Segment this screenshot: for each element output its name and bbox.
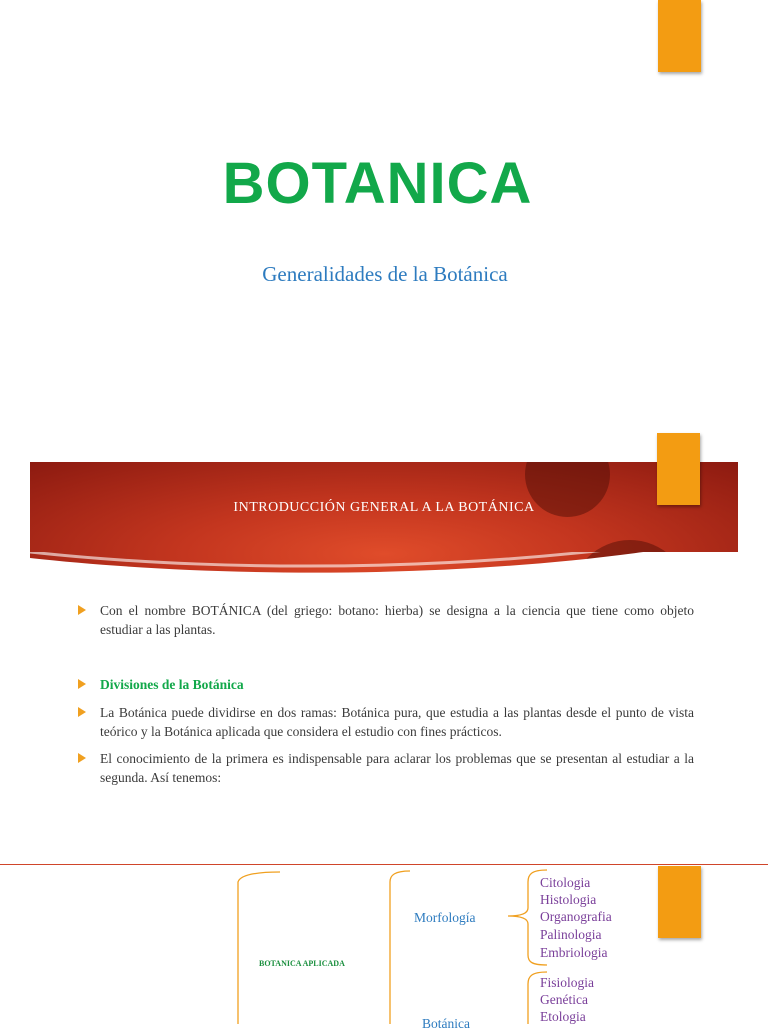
orange-tab-decoration [657,433,700,505]
diagram-leaf-item: Genética [540,992,588,1007]
diagram-leaf-item: Fisiologia [540,975,595,990]
diagram-leaf-item: Organografia [540,909,612,924]
list-item [78,703,694,741]
bullet-arrow-icon [78,605,86,615]
banner-wave-decoration [30,552,738,577]
bullet-arrow-icon [78,679,86,689]
list-item [78,601,694,639]
diagram-leaf-item: Etologia [540,1009,586,1024]
section-heading: Divisiones de la Botánica [100,677,244,692]
diagram-leaf-item: Palinologia [540,927,602,942]
diagram-leaf-item: Embriologia [540,945,608,960]
diagram-branch-morfologia: Morfología [414,910,476,925]
list-item [78,675,694,694]
intro-banner [30,462,738,577]
list-item [78,749,694,787]
bullet-arrow-icon [78,707,86,717]
bullet-text: Con el nombre BOTÁNICA (del griego: botano: hierba) se designa a la ciencia que tiene como objeto estudiar a las plantas. [100,603,694,637]
bullet-text: La Botánica puede dividirse en dos ramas: Botánica pura, que estudia a las plantas desde el punto de vista teórico y la Botánica aplicada que considera el estudio con fines prácticos. [100,705,694,739]
orange-tab-decoration [658,866,701,938]
bullet-arrow-icon [78,753,86,763]
slide-subtitle: Generalidades de la Botánica [262,262,508,286]
diagram-root-label: BOTANICA APLICADA [259,959,345,968]
diagram-branch-second: Botánica [422,1016,470,1031]
orange-tab-decoration [658,0,701,72]
slide-title: BOTANICA [222,151,533,216]
diagram-leaf-item: Histologia [540,892,597,907]
banner-title: INTRODUCCIÓN GENERAL A LA BOTÁNICA [233,500,535,515]
slide-separator [0,864,768,865]
diagram-leaf-item: Citologia [540,875,591,890]
bullet-text: El conocimiento de la primera es indispensable para aclarar los problemas que se presentan al estudiar a la segunda. Así tenemos: [100,751,694,785]
